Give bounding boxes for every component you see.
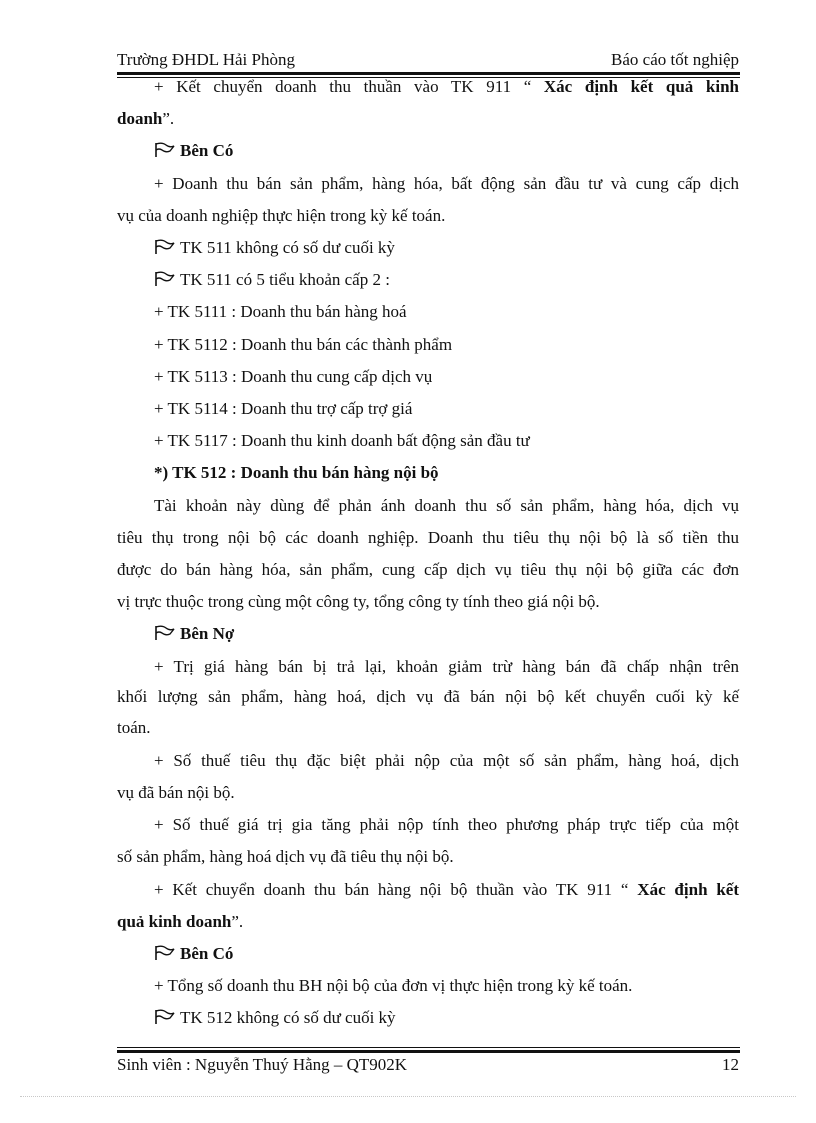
page-number: 12 — [722, 1055, 739, 1074]
paragraph-line: vụ đã bán nội bộ. — [117, 783, 235, 803]
flag-icon — [154, 620, 176, 636]
paragraph-line: được do bán hàng hóa, sản phẩm, cung cấp dịch vụ tiêu thụ nội bộ giữa các đơn — [117, 560, 739, 580]
page-body — [117, 71, 739, 1035]
paragraph-line: khối lượng sản phẩm, hàng hoá, dịch vụ đã bán nội bộ kết chuyển cuối kỳ kế — [117, 686, 739, 706]
list-item: + TK 5112 : Doanh thu bán các thành phẩm — [154, 334, 453, 354]
page-boundary — [20, 1096, 796, 1097]
paragraph-line: vụ của doanh nghiệp thực hiện trong kỳ kế toán. — [117, 205, 446, 225]
list-item: + TK 5117 : Doanh thu kinh doanh bất động sản đầu tư — [154, 431, 530, 451]
paragraph-line: + Số thuế tiêu thụ đặc biệt phải nộp của một số sản phẩm, hàng hoá, dịch — [154, 750, 739, 770]
list-item: + TK 5111 : Doanh thu bán hàng hoá — [154, 302, 407, 322]
footer-rule-thin — [117, 1047, 740, 1048]
paragraph-line: + Trị giá hàng bán bị trả lại, khoản giảm trừ hàng bán đã chấp nhận trên — [154, 656, 739, 676]
paragraph-line: + Số thuế giá trị gia tăng phải nộp tính theo phương pháp trực tiếp của một — [154, 815, 739, 835]
bullet-line: TK 512 không có số dư cuối kỳ — [117, 1002, 739, 1034]
heading-ben-co-2: Bên Có — [117, 938, 739, 970]
footer-rule-thick — [117, 1050, 740, 1053]
page-header — [117, 50, 739, 72]
paragraph-line: + Tổng số doanh thu BH nội bộ của đơn vị thực hiện trong kỳ kế toán. — [154, 976, 633, 996]
paragraph-line: toán. — [117, 717, 151, 737]
paragraph-line: Tài khoản này dùng để phản ánh doanh thu số sản phẩm, hàng hóa, dịch vụ — [154, 495, 739, 515]
paragraph-line: + Kết chuyển doanh thu bán hàng nội bộ thuần vào TK 911 “ Xác định kết — [154, 879, 739, 899]
paragraph-line: vị trực thuộc trong cùng một công ty, tổng công ty tính theo giá nội bộ. — [117, 592, 600, 612]
flag-icon — [154, 266, 176, 282]
paragraph-line: quả kinh doanh”. — [117, 911, 244, 931]
paragraph-line: doanh”. — [117, 109, 175, 129]
flag-icon — [154, 137, 176, 153]
flag-icon — [154, 1004, 176, 1020]
paragraph-line: + Kết chuyển doanh thu thuần vào TK 911 “ Xác định kết quả kinh — [154, 77, 739, 96]
paragraph-line: tiêu thụ trong nội bộ các doanh nghiệp. Doanh thu tiêu thụ nội bộ là số tiền thu — [117, 527, 739, 547]
section-heading: *) TK 512 : Doanh thu bán hàng nội bộ — [154, 463, 439, 483]
flag-icon — [154, 940, 176, 956]
heading-ben-co: Bên Có — [117, 135, 739, 167]
paragraph-line: + Doanh thu bán sản phẩm, hàng hóa, bất động sản đầu tư và cung cấp dịch — [154, 173, 739, 193]
bullet-line: TK 511 có 5 tiểu khoản cấp 2 : — [117, 264, 739, 296]
page-footer — [117, 1055, 739, 1077]
list-item: + TK 5113 : Doanh thu cung cấp dịch vụ — [154, 366, 433, 386]
flag-icon — [154, 234, 176, 250]
list-item: + TK 5114 : Doanh thu trợ cấp trợ giá — [154, 399, 413, 419]
header-report-title: Báo cáo tốt nghiệp — [611, 50, 739, 69]
header-school: Trường ĐHDL Hải Phòng — [117, 50, 295, 69]
paragraph-line: số sản phẩm, hàng hoá dịch vụ đã tiêu thụ nội bộ. — [117, 847, 454, 867]
footer-student: Sinh viên : Nguyễn Thuý Hằng – QT902K — [117, 1055, 408, 1074]
bullet-line: TK 511 không có số dư cuối kỳ — [117, 232, 739, 264]
heading-ben-no: Bên Nợ — [117, 618, 739, 650]
